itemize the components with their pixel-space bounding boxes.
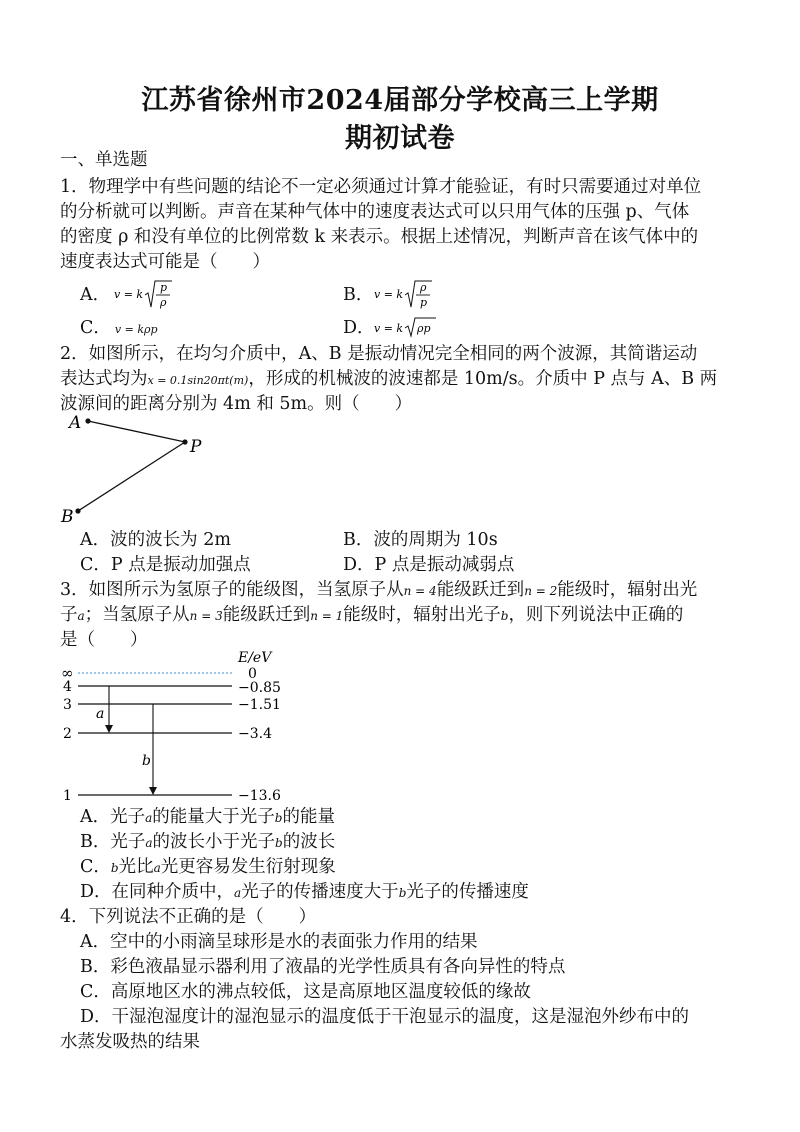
exam-title-line2: 期初试卷: [345, 123, 455, 154]
level-inf-n: ∞: [61, 664, 74, 682]
q3-n2: n = 2: [524, 584, 558, 598]
q2-option-c: C．P 点是振动加强点: [80, 555, 251, 575]
q2-figure: [55, 410, 225, 530]
q3-line1-text-c: 能级时，辐射出光: [557, 580, 698, 600]
q1-option-d-label: D．: [343, 318, 375, 338]
q3-option-b-text-1: B．光子: [80, 832, 146, 852]
q3-option-a-text-2: 的能量大于光子: [152, 807, 275, 827]
q2-line2: [60, 367, 750, 393]
q1-option-d-formula: [370, 314, 460, 342]
q3-option-b-text-2: 的波长小于光子: [152, 832, 276, 852]
exam-title-line1: 江苏省徐州市2024届部分学校高三上学期: [141, 85, 659, 116]
q2-line2-formula: x = 0.1sin20πt(m): [147, 374, 249, 387]
q2-option-b: B．波的周期为 10s: [343, 530, 498, 550]
q1-option-d-rad: ρp: [417, 322, 431, 335]
q1-option-a: [80, 283, 110, 307]
level-1-energy: −13.6: [238, 788, 281, 804]
q3-line1: [60, 578, 750, 603]
q3-option-d-photon-b: b: [398, 886, 407, 900]
level-4-energy: −0.85: [238, 680, 281, 696]
q2-line1: 2．如图所示，在均匀介质中，A、B 是振动情况完全相同的两个波源，其简谐运动: [60, 344, 698, 364]
q3-photon-a: a: [77, 609, 85, 623]
q3-line2-text-d: 能级时，辐射出光子: [343, 605, 501, 625]
q3-photon-b: b: [500, 609, 509, 623]
q4-option-b: B．彩色液晶显示器利用了液晶的光学性质具有各向异性的特点: [80, 957, 566, 977]
q2-option-d: D．P 点是振动减弱点: [343, 555, 515, 575]
level-2-n: 2: [63, 726, 72, 742]
q1-option-c-label: C．: [80, 318, 111, 338]
q3-n4: n = 4: [403, 584, 437, 598]
q3-option-d-text-3: 光子的传播速度: [406, 882, 529, 902]
arrow-b-head: [149, 787, 157, 795]
q1-option-b-lhs: v = k: [374, 288, 404, 301]
level-inf-energy: 0: [248, 666, 257, 682]
q1-line4: 速度表达式可能是（ ）: [60, 252, 270, 272]
q1-option-b: [343, 283, 373, 307]
q1-option-b-formula: [370, 275, 460, 315]
q3-line2: [60, 603, 750, 628]
q2-line2-text-a: 表达式均为: [60, 369, 148, 389]
q4-option-d-line1: D．干湿泡湿度计的湿泡显示的温度低于干泡显示的温度，这是湿泡外纱布中的: [80, 1007, 690, 1027]
q1-line1: 1．物理学中有些问题的结论不一定必须通过计算才能验证，有时只需要通过对单位: [60, 177, 702, 197]
q3-option-c-photon-a: a: [153, 861, 161, 875]
q1-option-a-num: p: [160, 281, 168, 294]
fig-label-b: B: [61, 507, 74, 527]
q3-line1-text-b: 能级跃迁到: [436, 580, 525, 600]
q1-option-d-lhs: v = k: [374, 322, 404, 335]
q2-option-a: A．波的波长为 2m: [80, 530, 231, 550]
q1-option-b-den: p: [420, 296, 428, 309]
q3-line1-text-a: 3．如图所示为氢原子的能级图，当氢原子从: [60, 580, 404, 600]
q3-option-b-text-3: 的波长: [282, 832, 336, 852]
q3-option-b: [80, 830, 335, 855]
energy-level-diagram: [58, 648, 318, 808]
level-3-energy-value: −1.51: [238, 697, 281, 713]
q1-option-b-num: ρ: [420, 281, 427, 294]
level-4-n: 4: [63, 679, 72, 695]
q4-option-d-line2: 水蒸发吸热的结果: [60, 1032, 200, 1052]
q4-option-a: A．空中的小雨滴呈球形是水的表面张力作用的结果: [80, 932, 478, 952]
fig-label-p: P: [190, 437, 202, 457]
q1-option-a-label: A．: [80, 285, 111, 305]
fig-label-a: A: [69, 413, 82, 433]
level-1-n: 1: [63, 788, 72, 804]
q4-line1: 4．下列说法不正确的是（ ）: [60, 907, 317, 927]
q3-option-b-photon-b: b: [275, 836, 283, 850]
q3-option-d-photon-a: a: [234, 886, 242, 900]
point-p: [182, 439, 187, 444]
energy-axis-label: E/eV: [238, 650, 272, 666]
q3-option-a-text-1: A．光子: [80, 807, 146, 827]
q3-line2-text-b: ；当氢原子从: [84, 605, 190, 625]
q3-option-a-text-3: 的能量: [282, 807, 335, 827]
q3-option-c-text-1: C．: [80, 857, 111, 877]
q2-line2-text-b: ，形成的机械波的波速都是 10m/s。介质中 P 点与 A、B 两: [248, 369, 718, 389]
q3-option-c-photon-b: b: [110, 861, 119, 875]
q3-line2-text-a: 子: [60, 605, 78, 625]
q1-option-c-formula: v = kρp: [114, 323, 158, 336]
source-b-point: [75, 508, 80, 513]
q1-option-b-label: B．: [343, 285, 374, 305]
q3-option-b-photon-a: a: [145, 836, 153, 850]
q1-option-c: [80, 316, 158, 342]
q3-n3: n = 3: [189, 609, 223, 623]
arrow-a-label: a: [96, 706, 105, 722]
level-3-n: 3: [63, 697, 72, 713]
q3-option-d-text-1: D．在同种介质中，: [80, 882, 235, 902]
q1-option-a-lhs: v = k: [114, 288, 144, 301]
q1-line2: 的分析就可以判断。声音在某种气体中的速度表达式可以只用气体的压强 p、气体: [60, 202, 690, 222]
q3-option-d: [80, 880, 529, 905]
q3-option-d-text-2: 光子的传播速度大于: [241, 882, 399, 902]
q3-option-c-text-2: 光比: [118, 857, 154, 877]
section-heading: 一、单选题: [60, 150, 148, 170]
q3-n1: n = 1: [310, 609, 344, 623]
source-a-point: [85, 418, 90, 423]
q3-option-c-text-3: 光更容易发生衍射现象: [160, 857, 336, 877]
q4-option-c: C．高原地区水的沸点较低，这是高原地区温度较低的缘故: [80, 982, 531, 1002]
q1-option-a-den: ρ: [160, 296, 167, 309]
arrow-b-label: b: [142, 753, 151, 769]
arrow-a-head: [105, 725, 113, 733]
q3-option-a: [80, 805, 335, 830]
q3-line3: 是（ ）: [60, 630, 148, 650]
q3-line2-text-e: ，则下列说法中正确的: [508, 605, 684, 625]
q1-line3: 的密度 ρ 和没有单位的比例常数 k 来表示。根据上述情况，判断声音在该气体中的: [60, 227, 699, 247]
q3-line2-text-c: 能级跃迁到: [222, 605, 311, 625]
q2-line3: 波源间的距离分别为 4m 和 5m。则（ ）: [60, 394, 413, 414]
level-2-energy: −3.4: [238, 726, 272, 742]
q3-option-c: [80, 855, 336, 880]
q3-option-a-photon-a: a: [145, 811, 153, 825]
q3-option-a-photon-b: b: [274, 811, 283, 825]
q1-option-a-formula: [110, 275, 200, 315]
